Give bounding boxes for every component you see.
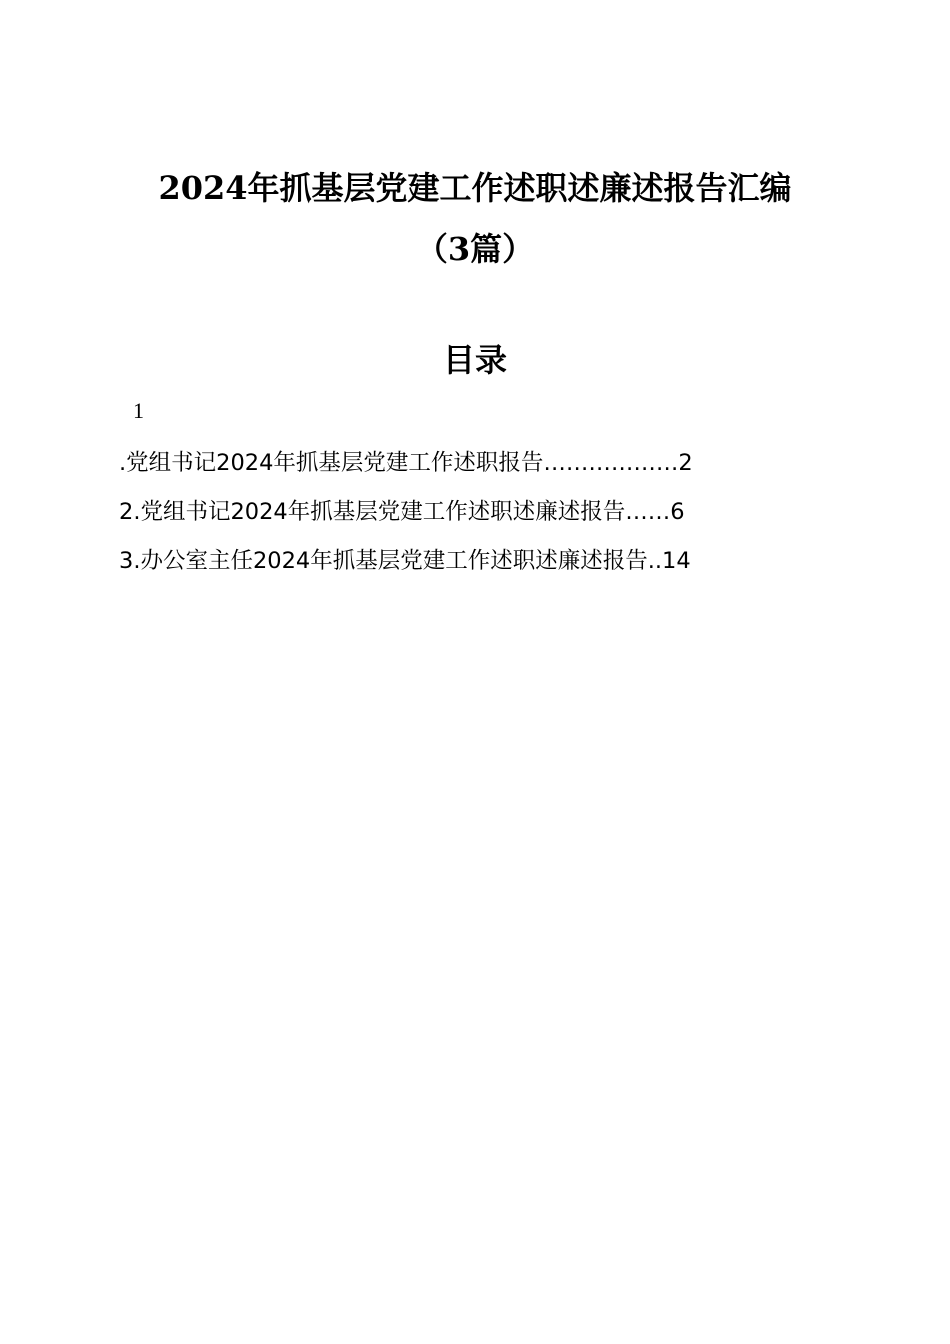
toc-entry-3[interactable]: 3.办公室主任2024年抓基层党建工作述职述廉述报告..14 [119, 548, 691, 574]
toc-stray-number: 1 [133, 398, 144, 423]
table-of-contents [119, 443, 781, 590]
document-title-line-1: 2024年抓基层党建工作述职述廉述报告汇编 [158, 169, 792, 207]
toc-heading: 目录 [442, 341, 507, 379]
toc-entry-2[interactable]: 2.党组书记2024年抓基层党建工作述职述廉述报告……6 [119, 499, 685, 525]
document-title-line-2: （3篇） [415, 230, 535, 268]
toc-entry-1[interactable]: .党组书记2024年抓基层党建工作述职报告………………2 [119, 450, 693, 476]
